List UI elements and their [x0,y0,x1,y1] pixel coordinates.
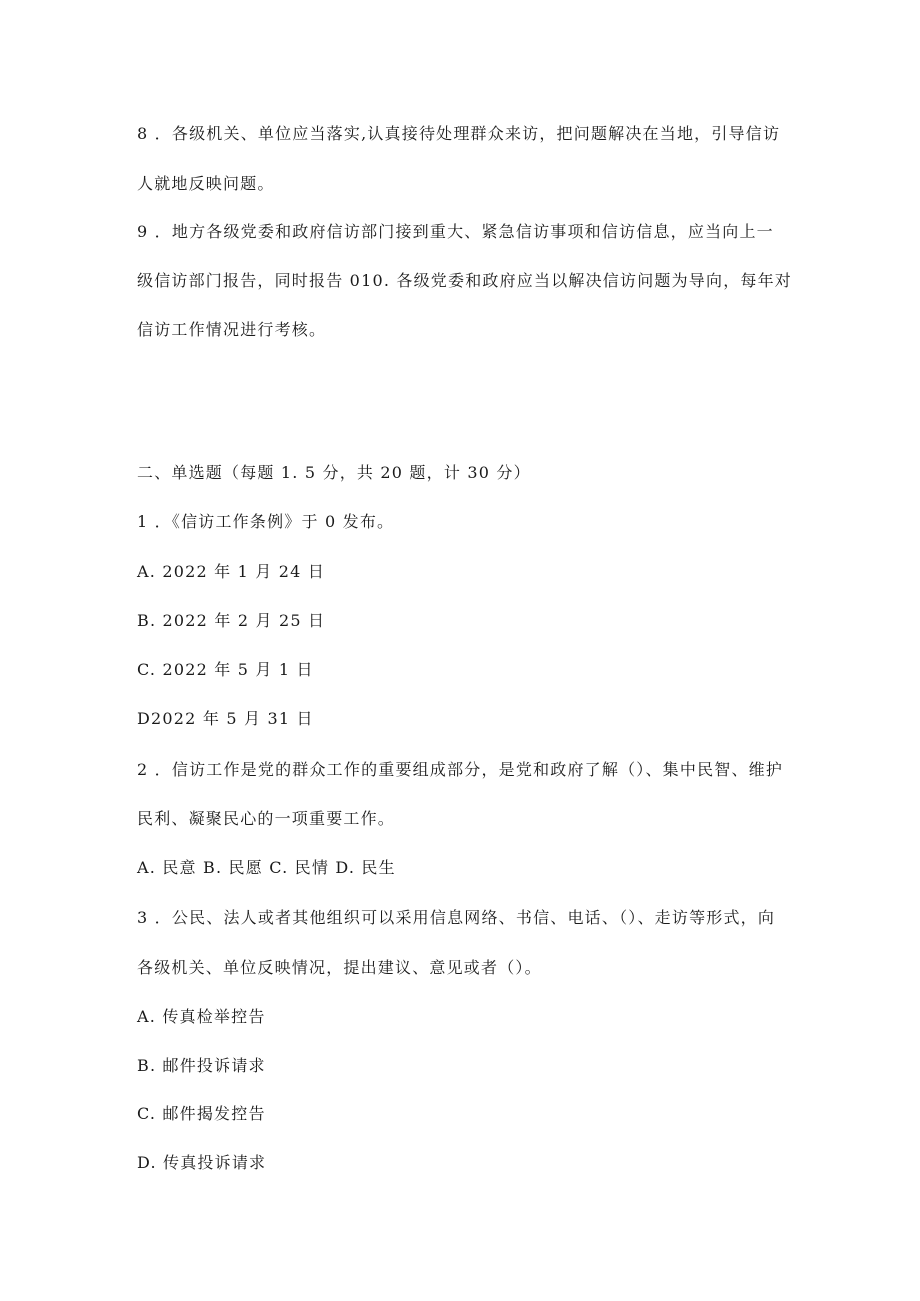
q9-line-3: 信访工作情况进行考核。 [137,320,327,339]
q8-line-1: 8 ．各级机关、单位应当落实,认真接待处理群众来访，把问题解决在当地，引导信访 [137,124,781,143]
q1-option-c: C. 2022 年 5 月 1 日 [137,660,314,679]
q3-option-c: C. 邮件揭发控告 [137,1104,266,1123]
q3-stem-line-2: 各级机关、单位反映情况，提出建议、意见或者（）。 [137,958,542,977]
q8-line-2: 人就地反映问题。 [137,174,275,193]
q2-stem-line-2: 民利、凝聚民心的一项重要工作。 [137,809,396,828]
q3-option-b: B. 邮件投诉请求 [137,1056,266,1075]
q1-option-b: B. 2022 年 2 月 25 日 [137,611,326,630]
q3-option-d: D. 传真投诉请求 [137,1153,267,1172]
q1-option-a: A. 2022 年 1 月 24 日 [137,562,326,581]
q3-option-a: A. 传真检举控告 [137,1007,266,1026]
q1-stem: 1 ．《信访工作条例》于 0 发布。 [137,512,395,531]
q9-line-1: 9 ．地方各级党委和政府信访部门接到重大、紧急信访事项和信访信息，应当向上一 [137,222,774,241]
q3-stem-line-1: 3 ．公民、法人或者其他组织可以采用信息网络、书信、电话、（）、走访等形式，向 [137,908,776,927]
q9-line-2: 级信访部门报告，同时报告 010. 各级党委和政府应当以解决信访问题为导向，每年对 [137,271,792,290]
q2-stem-line-1: 2 ．信访工作是党的群众工作的重要组成部分，是党和政府了解（）、集中民智、维护 [137,760,784,779]
q1-option-d: D2022 年 5 月 31 日 [137,709,314,728]
q2-options: A. 民意 B. 民愿 C. 民情 D. 民生 [137,858,396,877]
section-title: 二、单选题（每题 1. 5 分，共 20 题，计 30 分） [137,463,531,482]
